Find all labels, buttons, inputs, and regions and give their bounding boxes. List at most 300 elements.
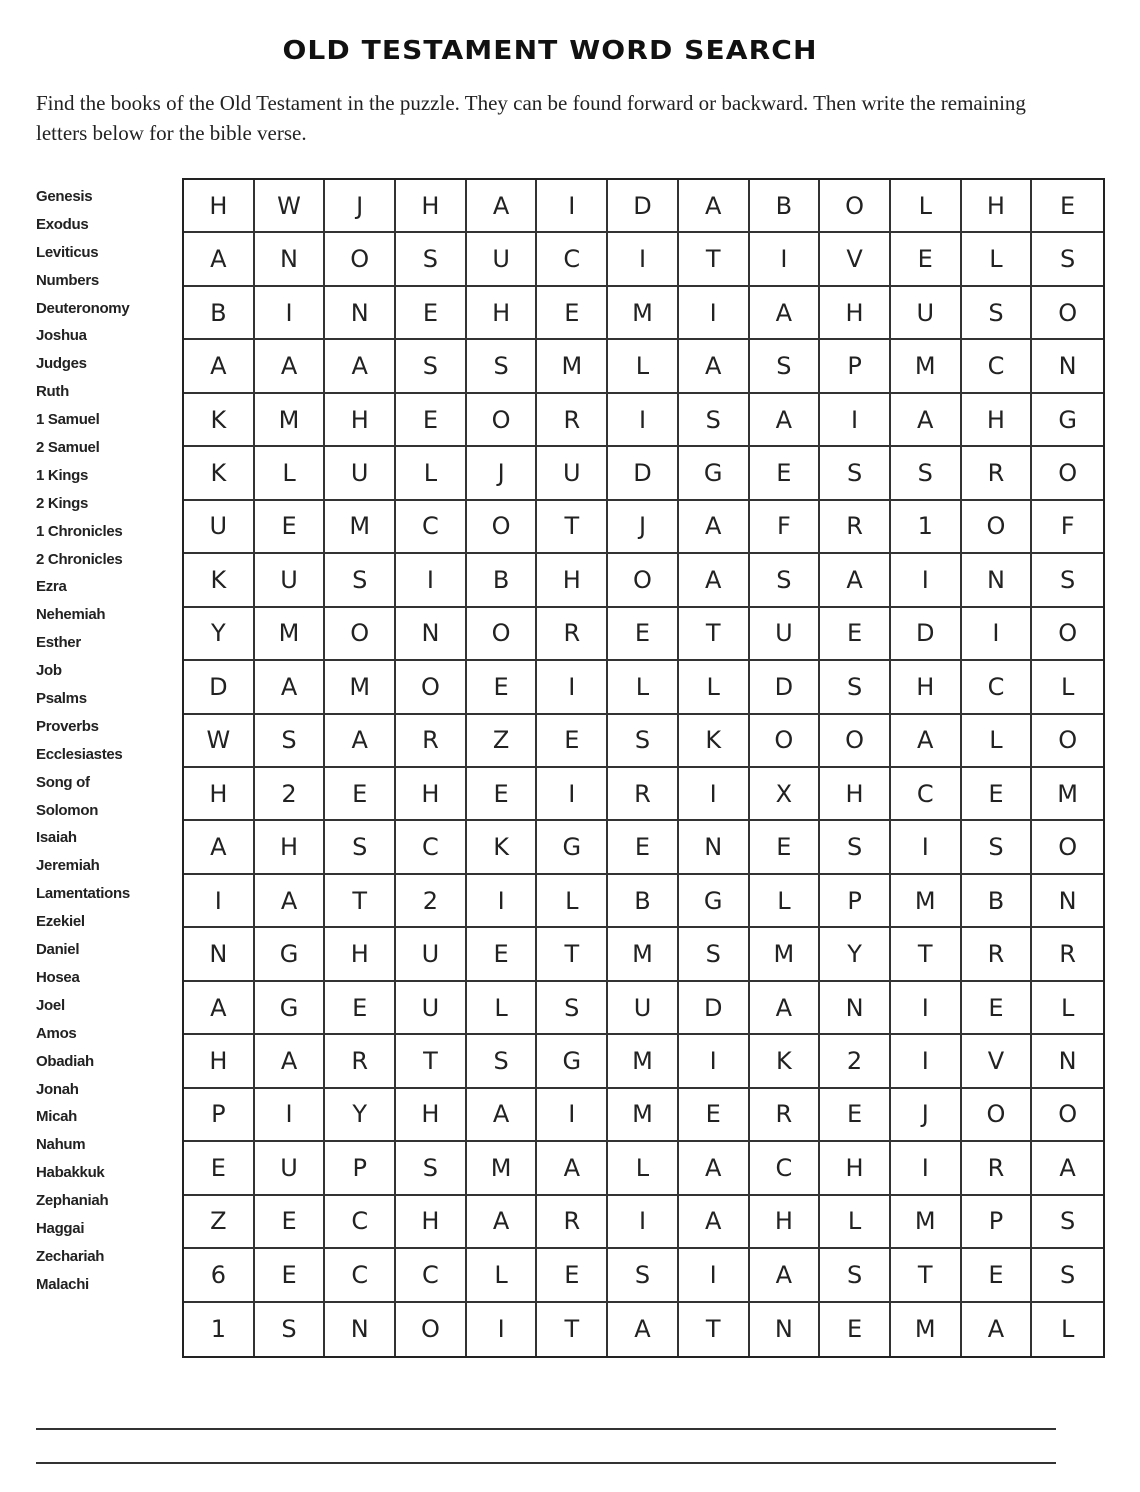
grid-cell[interactable]: M	[325, 501, 396, 554]
grid-cell[interactable]: D	[184, 661, 255, 714]
grid-cell[interactable]: J	[325, 180, 396, 233]
grid-cell[interactable]: U	[891, 287, 962, 340]
grid-cell[interactable]: U	[396, 982, 467, 1035]
grid-cell[interactable]: U	[255, 1142, 326, 1195]
grid-cell[interactable]: A	[1032, 1142, 1103, 1195]
grid-cell[interactable]: A	[467, 1089, 538, 1142]
grid-cell[interactable]: E	[962, 982, 1033, 1035]
grid-cell[interactable]: Z	[467, 715, 538, 768]
grid-cell[interactable]: S	[679, 928, 750, 981]
grid-cell[interactable]: S	[467, 1035, 538, 1088]
word-list-item: Proverbs	[36, 717, 99, 735]
grid-cell[interactable]: M	[608, 1035, 679, 1088]
grid-cell[interactable]: R	[537, 394, 608, 447]
grid-cell[interactable]: C	[396, 501, 467, 554]
grid-cell[interactable]: M	[891, 340, 962, 393]
grid-cell[interactable]: S	[396, 233, 467, 286]
grid-cell[interactable]: J	[467, 447, 538, 500]
grid-cell[interactable]: E	[467, 768, 538, 821]
grid-cell[interactable]: T	[537, 928, 608, 981]
grid-cell[interactable]: A	[325, 715, 396, 768]
grid-cell[interactable]: 2	[255, 768, 326, 821]
grid-cell[interactable]: E	[750, 821, 821, 874]
grid-cell[interactable]: C	[962, 340, 1033, 393]
grid-cell[interactable]: L	[962, 715, 1033, 768]
grid-cell[interactable]: O	[467, 501, 538, 554]
grid-cell[interactable]: T	[537, 1303, 608, 1356]
grid-cell[interactable]: I	[891, 982, 962, 1035]
grid-cell[interactable]: E	[820, 1303, 891, 1356]
grid-cell[interactable]: H	[396, 1089, 467, 1142]
grid-cell[interactable]: M	[537, 340, 608, 393]
grid-cell[interactable]: A	[255, 875, 326, 928]
grid-cell[interactable]: T	[537, 501, 608, 554]
grid-cell[interactable]: E	[820, 608, 891, 661]
grid-cell[interactable]: I	[467, 1303, 538, 1356]
grid-cell[interactable]: H	[820, 1142, 891, 1195]
grid-cell[interactable]: G	[1032, 394, 1103, 447]
grid-cell[interactable]: U	[750, 608, 821, 661]
grid-cell[interactable]: T	[396, 1035, 467, 1088]
grid-cell[interactable]: L	[1060, 1315, 1075, 1344]
grid-cell[interactable]: U	[396, 928, 467, 981]
grid-cell[interactable]: H	[396, 768, 467, 821]
grid-cell[interactable]: S	[255, 1303, 326, 1356]
grid-cell[interactable]: G	[255, 928, 326, 981]
grid-cell[interactable]: T	[325, 875, 396, 928]
answer-line-1[interactable]	[36, 1428, 1056, 1430]
grid-cell[interactable]: E	[396, 287, 467, 340]
grid-cell[interactable]: O	[467, 608, 538, 661]
grid-cell[interactable]: M	[608, 287, 679, 340]
grid-cell[interactable]: H	[325, 394, 396, 447]
grid-cell[interactable]: E	[255, 501, 326, 554]
grid-cell[interactable]: D	[891, 608, 962, 661]
grid-cell[interactable]: H	[537, 554, 608, 607]
grid-cell[interactable]: B	[750, 180, 821, 233]
grid-cell[interactable]: O	[962, 501, 1033, 554]
grid-cell[interactable]: N	[750, 1303, 821, 1356]
grid-cell[interactable]: R	[820, 501, 891, 554]
grid-cell[interactable]: S	[608, 715, 679, 768]
grid-cell[interactable]: E	[467, 661, 538, 714]
grid-cell[interactable]: R	[962, 1142, 1033, 1195]
grid-cell[interactable]: H	[184, 1035, 255, 1088]
grid-cell[interactable]: S	[962, 821, 1033, 874]
grid-cell[interactable]: I	[467, 875, 538, 928]
grid-cell[interactable]: A	[750, 394, 821, 447]
grid-cell[interactable]: U	[608, 982, 679, 1035]
grid-cell[interactable]: I	[891, 1142, 962, 1195]
word-list-item: 2 Kings	[36, 494, 89, 512]
grid-cell[interactable]: H	[750, 1196, 821, 1249]
grid-cell[interactable]: R	[537, 608, 608, 661]
grid-cell[interactable]: L	[891, 180, 962, 233]
grid-cell[interactable]: A	[679, 554, 750, 607]
grid-cell[interactable]: D	[679, 982, 750, 1035]
grid-cell[interactable]: C	[325, 1196, 396, 1249]
grid-cell[interactable]: O	[820, 180, 891, 233]
grid-cell[interactable]: O	[608, 554, 679, 607]
grid-cell[interactable]: I	[608, 233, 679, 286]
grid-cell[interactable]: A	[679, 1142, 750, 1195]
grid-cell[interactable]: G	[255, 982, 326, 1035]
word-list-item: Zephaniah	[36, 1192, 109, 1210]
grid-cell[interactable]: I	[962, 608, 1033, 661]
word-list-item: Psalms	[36, 690, 87, 708]
grid-cell[interactable]: G	[537, 821, 608, 874]
grid-cell[interactable]: I	[608, 1196, 679, 1249]
grid-cell[interactable]: I	[750, 233, 821, 286]
grid-cell[interactable]: O	[396, 661, 467, 714]
grid-cell[interactable]: E	[962, 768, 1033, 821]
grid-cell[interactable]: D	[608, 180, 679, 233]
grid-cell[interactable]: A	[891, 394, 962, 447]
grid-cell[interactable]: E	[467, 928, 538, 981]
grid-cell[interactable]: R	[1032, 928, 1103, 981]
grid-cell[interactable]: V	[962, 1035, 1033, 1088]
grid-cell[interactable]: H	[396, 180, 467, 233]
grid-cell[interactable]: N	[1032, 1035, 1103, 1088]
grid-cell[interactable]: A	[325, 340, 396, 393]
grid-cell[interactable]: M	[608, 1089, 679, 1142]
grid-cell[interactable]: U	[255, 554, 326, 607]
grid-cell[interactable]: O	[1032, 715, 1103, 768]
grid-cell[interactable]: I	[537, 1089, 608, 1142]
grid-cell[interactable]: M	[891, 1196, 962, 1249]
grid-cell[interactable]: O	[1032, 821, 1103, 874]
word-list-item: Zechariah	[36, 1247, 105, 1265]
grid-cell[interactable]: S	[467, 340, 538, 393]
grid-cell[interactable]: O	[1032, 608, 1103, 661]
grid-cell[interactable]: A	[184, 821, 255, 874]
grid-cell[interactable]: C	[325, 1249, 396, 1302]
grid-cell[interactable]: E	[608, 821, 679, 874]
grid-cell[interactable]: C	[396, 1249, 467, 1302]
grid-cell[interactable]: L	[396, 447, 467, 500]
grid-cell[interactable]: P	[962, 1196, 1033, 1249]
grid-cell[interactable]: J	[891, 1089, 962, 1142]
grid-cell[interactable]: B	[608, 875, 679, 928]
grid-cell[interactable]: E	[537, 1249, 608, 1302]
grid-cell[interactable]: M	[608, 928, 679, 981]
grid-cell[interactable]: G	[679, 447, 750, 500]
grid-cell[interactable]: I	[255, 287, 326, 340]
grid-cell[interactable]: L	[1032, 661, 1103, 714]
grid-cell[interactable]: S	[820, 1249, 891, 1302]
instructions-text: Find the books of the Old Testament in the puzzle. They can be found forward or backward. Then write the remaining letters below for the bible verse.	[36, 91, 1026, 145]
grid-cell[interactable]: O	[962, 1089, 1033, 1142]
grid-cell[interactable]: S	[750, 340, 821, 393]
grid-cell[interactable]: O	[1032, 1089, 1103, 1142]
grid-cell[interactable]: S	[1032, 554, 1103, 607]
grid-cell[interactable]: Z	[184, 1196, 255, 1249]
grid-cell[interactable]: 6	[184, 1249, 255, 1302]
grid-cell[interactable]: M	[255, 394, 326, 447]
grid-cell[interactable]: R	[608, 768, 679, 821]
grid-cell[interactable]: E	[537, 715, 608, 768]
word-list	[36, 183, 176, 1299]
grid-cell[interactable]: I	[679, 287, 750, 340]
grid-cell[interactable]: S	[1032, 1196, 1103, 1249]
grid-cell[interactable]: I	[537, 180, 608, 233]
word-list-item: Jeremiah	[36, 857, 100, 875]
grid-cell[interactable]: S	[679, 394, 750, 447]
grid-cell[interactable]: S	[396, 1142, 467, 1195]
grid-cell[interactable]: S	[1032, 233, 1103, 286]
grid-cell[interactable]: N	[184, 928, 255, 981]
grid-cell[interactable]: M	[255, 608, 326, 661]
grid-cell[interactable]: A	[679, 180, 750, 233]
grid-cell[interactable]: A	[962, 1303, 1033, 1356]
grid-cell[interactable]: S	[820, 821, 891, 874]
grid-cell[interactable]: O	[1032, 287, 1103, 340]
grid-cell[interactable]: N	[325, 1303, 396, 1356]
grid-cell[interactable]: E	[537, 287, 608, 340]
grid-cell[interactable]: L	[608, 661, 679, 714]
grid-cell[interactable]: A	[750, 287, 821, 340]
grid-cell[interactable]: I	[255, 1089, 326, 1142]
grid-cell[interactable]: N	[962, 554, 1033, 607]
grid-cell[interactable]: A	[608, 1303, 679, 1356]
grid-cell[interactable]: K	[184, 447, 255, 500]
grid-cell[interactable]: S	[750, 554, 821, 607]
grid-cell[interactable]: C	[962, 661, 1033, 714]
grid-cell[interactable]: Y	[184, 608, 255, 661]
grid-cell[interactable]: I	[537, 661, 608, 714]
grid-cell[interactable]: I	[891, 821, 962, 874]
grid-cell[interactable]: U	[184, 501, 255, 554]
grid-cell[interactable]: L	[255, 447, 326, 500]
grid-cell[interactable]: H	[325, 928, 396, 981]
grid-cell[interactable]: K	[750, 1035, 821, 1088]
grid-cell[interactable]: S	[891, 447, 962, 500]
word-list-item: 2 Chronicles	[36, 550, 123, 568]
grid-cell[interactable]: H	[396, 1196, 467, 1249]
grid-cell[interactable]: I	[537, 768, 608, 821]
grid-cell[interactable]: A	[679, 501, 750, 554]
grid-cell[interactable]: V	[820, 233, 891, 286]
grid-cell[interactable]: N	[679, 821, 750, 874]
grid-cell[interactable]: P	[325, 1142, 396, 1195]
grid-cell[interactable]: A	[467, 1196, 538, 1249]
grid-cell[interactable]: R	[396, 715, 467, 768]
grid-cell[interactable]: H	[962, 394, 1033, 447]
grid-cell[interactable]: C	[537, 233, 608, 286]
grid-cell[interactable]: W	[184, 715, 255, 768]
grid-cell[interactable]: L	[608, 1142, 679, 1195]
grid-cell[interactable]: S	[325, 554, 396, 607]
grid-cell[interactable]: Y	[325, 1089, 396, 1142]
grid-cell[interactable]: B	[962, 875, 1033, 928]
grid-cell[interactable]: E	[679, 1089, 750, 1142]
grid-cell[interactable]: S	[820, 661, 891, 714]
grid-cell[interactable]: M	[1032, 768, 1103, 821]
grid-cell[interactable]: T	[891, 1249, 962, 1302]
grid-cell[interactable]: R	[537, 1196, 608, 1249]
grid-cell[interactable]: A	[255, 661, 326, 714]
grid-cell[interactable]: E	[891, 233, 962, 286]
grid-cell[interactable]: K	[467, 821, 538, 874]
grid-cell[interactable]: 2	[396, 875, 467, 928]
grid-cell[interactable]: O	[396, 1303, 467, 1356]
grid-cell[interactable]: T	[679, 1303, 750, 1356]
grid-cell[interactable]: C	[750, 1142, 821, 1195]
grid-cell[interactable]: X	[750, 768, 821, 821]
grid-cell[interactable]: N	[255, 233, 326, 286]
grid-cell[interactable]: O	[820, 715, 891, 768]
grid-cell[interactable]: A	[679, 1196, 750, 1249]
grid-cell[interactable]: H	[184, 180, 255, 233]
grid-cell[interactable]: E	[255, 1196, 326, 1249]
grid-cell[interactable]: E	[820, 1089, 891, 1142]
grid-cell[interactable]: M	[325, 661, 396, 714]
grid-cell[interactable]: E	[962, 1249, 1033, 1302]
grid-cell[interactable]: L	[537, 875, 608, 928]
grid-cell[interactable]: D	[750, 661, 821, 714]
grid-cell[interactable]: T	[891, 928, 962, 981]
grid-cell[interactable]: G	[537, 1035, 608, 1088]
grid-cell[interactable]: H	[255, 821, 326, 874]
grid-cell[interactable]: I	[820, 394, 891, 447]
grid-cell[interactable]: R	[750, 1089, 821, 1142]
grid-cell[interactable]: I	[679, 768, 750, 821]
grid-cell[interactable]: K	[184, 554, 255, 607]
grid-cell[interactable]: I	[184, 875, 255, 928]
grid-cell[interactable]: I	[608, 394, 679, 447]
grid-cell[interactable]: E	[750, 447, 821, 500]
grid-cell[interactable]: M	[891, 1303, 962, 1356]
grid-cell[interactable]: U	[325, 447, 396, 500]
word-list-item: Exodus	[36, 215, 89, 233]
grid-cell[interactable]: 2	[820, 1035, 891, 1088]
grid-cell[interactable]: S	[255, 715, 326, 768]
grid-cell[interactable]: H	[820, 287, 891, 340]
grid-cell[interactable]: L	[467, 982, 538, 1035]
grid-cell[interactable]: E	[325, 982, 396, 1035]
grid-cell[interactable]: L	[467, 1249, 538, 1302]
grid-cell[interactable]: S	[537, 982, 608, 1035]
grid-cell[interactable]: O	[1032, 447, 1103, 500]
grid-cell[interactable]: O	[325, 233, 396, 286]
grid-cell[interactable]: S	[396, 340, 467, 393]
grid-cell[interactable]: L	[1032, 982, 1103, 1035]
grid-cell[interactable]: N	[1032, 875, 1103, 928]
grid-cell[interactable]: K	[679, 715, 750, 768]
grid-cell[interactable]: O	[325, 608, 396, 661]
grid-cell[interactable]: I	[679, 1249, 750, 1302]
grid-cell[interactable]: U	[467, 233, 538, 286]
grid-cell[interactable]: A	[184, 982, 255, 1035]
grid-cell[interactable]: A	[184, 340, 255, 393]
grid-cell[interactable]: T	[679, 233, 750, 286]
grid-cell[interactable]: R	[962, 928, 1033, 981]
grid-cell[interactable]: W	[255, 180, 326, 233]
grid-cell[interactable]: S	[325, 821, 396, 874]
grid-cell[interactable]: E	[325, 768, 396, 821]
grid-cell[interactable]: R	[962, 447, 1033, 500]
grid-cell[interactable]: H	[962, 180, 1033, 233]
grid-cell[interactable]: M	[891, 875, 962, 928]
grid-cell[interactable]: M	[467, 1142, 538, 1195]
grid-cell[interactable]: L	[962, 233, 1033, 286]
grid-cell[interactable]: L	[820, 1196, 891, 1249]
grid-cell[interactable]: A	[750, 1249, 821, 1302]
grid-cell[interactable]: I	[891, 554, 962, 607]
grid-cell[interactable]: T	[679, 608, 750, 661]
word-list-item: Joshua	[36, 327, 87, 345]
grid-cell[interactable]: S	[820, 447, 891, 500]
grid-cell[interactable]: N	[1032, 340, 1103, 393]
grid-cell[interactable]: A	[255, 340, 326, 393]
grid-cell[interactable]: H	[820, 768, 891, 821]
grid-cell[interactable]: F	[1032, 501, 1103, 554]
grid-cell[interactable]: F	[750, 501, 821, 554]
grid-cell[interactable]: B	[184, 287, 255, 340]
grid-cell[interactable]: H	[467, 287, 538, 340]
grid-cell[interactable]: A	[184, 233, 255, 286]
grid-cell[interactable]: E	[184, 1142, 255, 1195]
grid-cell[interactable]: N	[325, 287, 396, 340]
grid-cell[interactable]: K	[184, 394, 255, 447]
grid-cell[interactable]: S	[962, 287, 1033, 340]
grid-cell[interactable]: C	[891, 768, 962, 821]
grid-cell[interactable]: A	[679, 340, 750, 393]
grid-cell[interactable]: L	[679, 661, 750, 714]
grid-cell[interactable]: L	[608, 340, 679, 393]
grid-cell[interactable]: I	[679, 1035, 750, 1088]
grid-cell[interactable]: J	[608, 501, 679, 554]
grid-cell[interactable]: A	[537, 1142, 608, 1195]
grid-cell[interactable]: I	[891, 1035, 962, 1088]
grid-cell[interactable]: A	[891, 715, 962, 768]
grid-cell[interactable]: P	[820, 875, 891, 928]
grid-cell[interactable]: D	[608, 447, 679, 500]
grid-cell[interactable]: S	[1032, 1249, 1103, 1302]
grid-cell[interactable]: N	[820, 982, 891, 1035]
grid-cell[interactable]: P	[184, 1089, 255, 1142]
answer-line-2[interactable]	[36, 1462, 1056, 1464]
grid-cell[interactable]: O	[467, 394, 538, 447]
grid-cell[interactable]: O	[750, 715, 821, 768]
grid-cell[interactable]: R	[325, 1035, 396, 1088]
grid-cell[interactable]: E	[255, 1249, 326, 1302]
grid-cell[interactable]: N	[396, 608, 467, 661]
grid-cell[interactable]: A	[820, 554, 891, 607]
grid-cell[interactable]: H	[184, 768, 255, 821]
grid-cell[interactable]: A	[750, 982, 821, 1035]
grid-cell[interactable]: M	[750, 928, 821, 981]
grid-cell[interactable]: A	[255, 1035, 326, 1088]
grid-cell[interactable]: E	[1032, 180, 1103, 233]
grid-cell[interactable]: P	[820, 340, 891, 393]
grid-cell[interactable]: C	[396, 821, 467, 874]
grid-cell[interactable]: G	[679, 875, 750, 928]
grid-cell[interactable]: H	[891, 661, 962, 714]
grid-cell[interactable]: B	[467, 554, 538, 607]
grid-cell[interactable]: A	[467, 180, 538, 233]
grid-cell[interactable]: U	[537, 447, 608, 500]
grid-cell[interactable]: 1	[891, 501, 962, 554]
word-list-item: Hosea	[36, 968, 80, 986]
grid-cell[interactable]: 1	[184, 1303, 255, 1356]
grid-cell[interactable]: S	[608, 1249, 679, 1302]
grid-cell[interactable]: E	[396, 394, 467, 447]
grid-cell[interactable]: L	[750, 875, 821, 928]
grid-cell[interactable]: Y	[820, 928, 891, 981]
grid-cell[interactable]: I	[396, 554, 467, 607]
grid-cell[interactable]: E	[608, 608, 679, 661]
